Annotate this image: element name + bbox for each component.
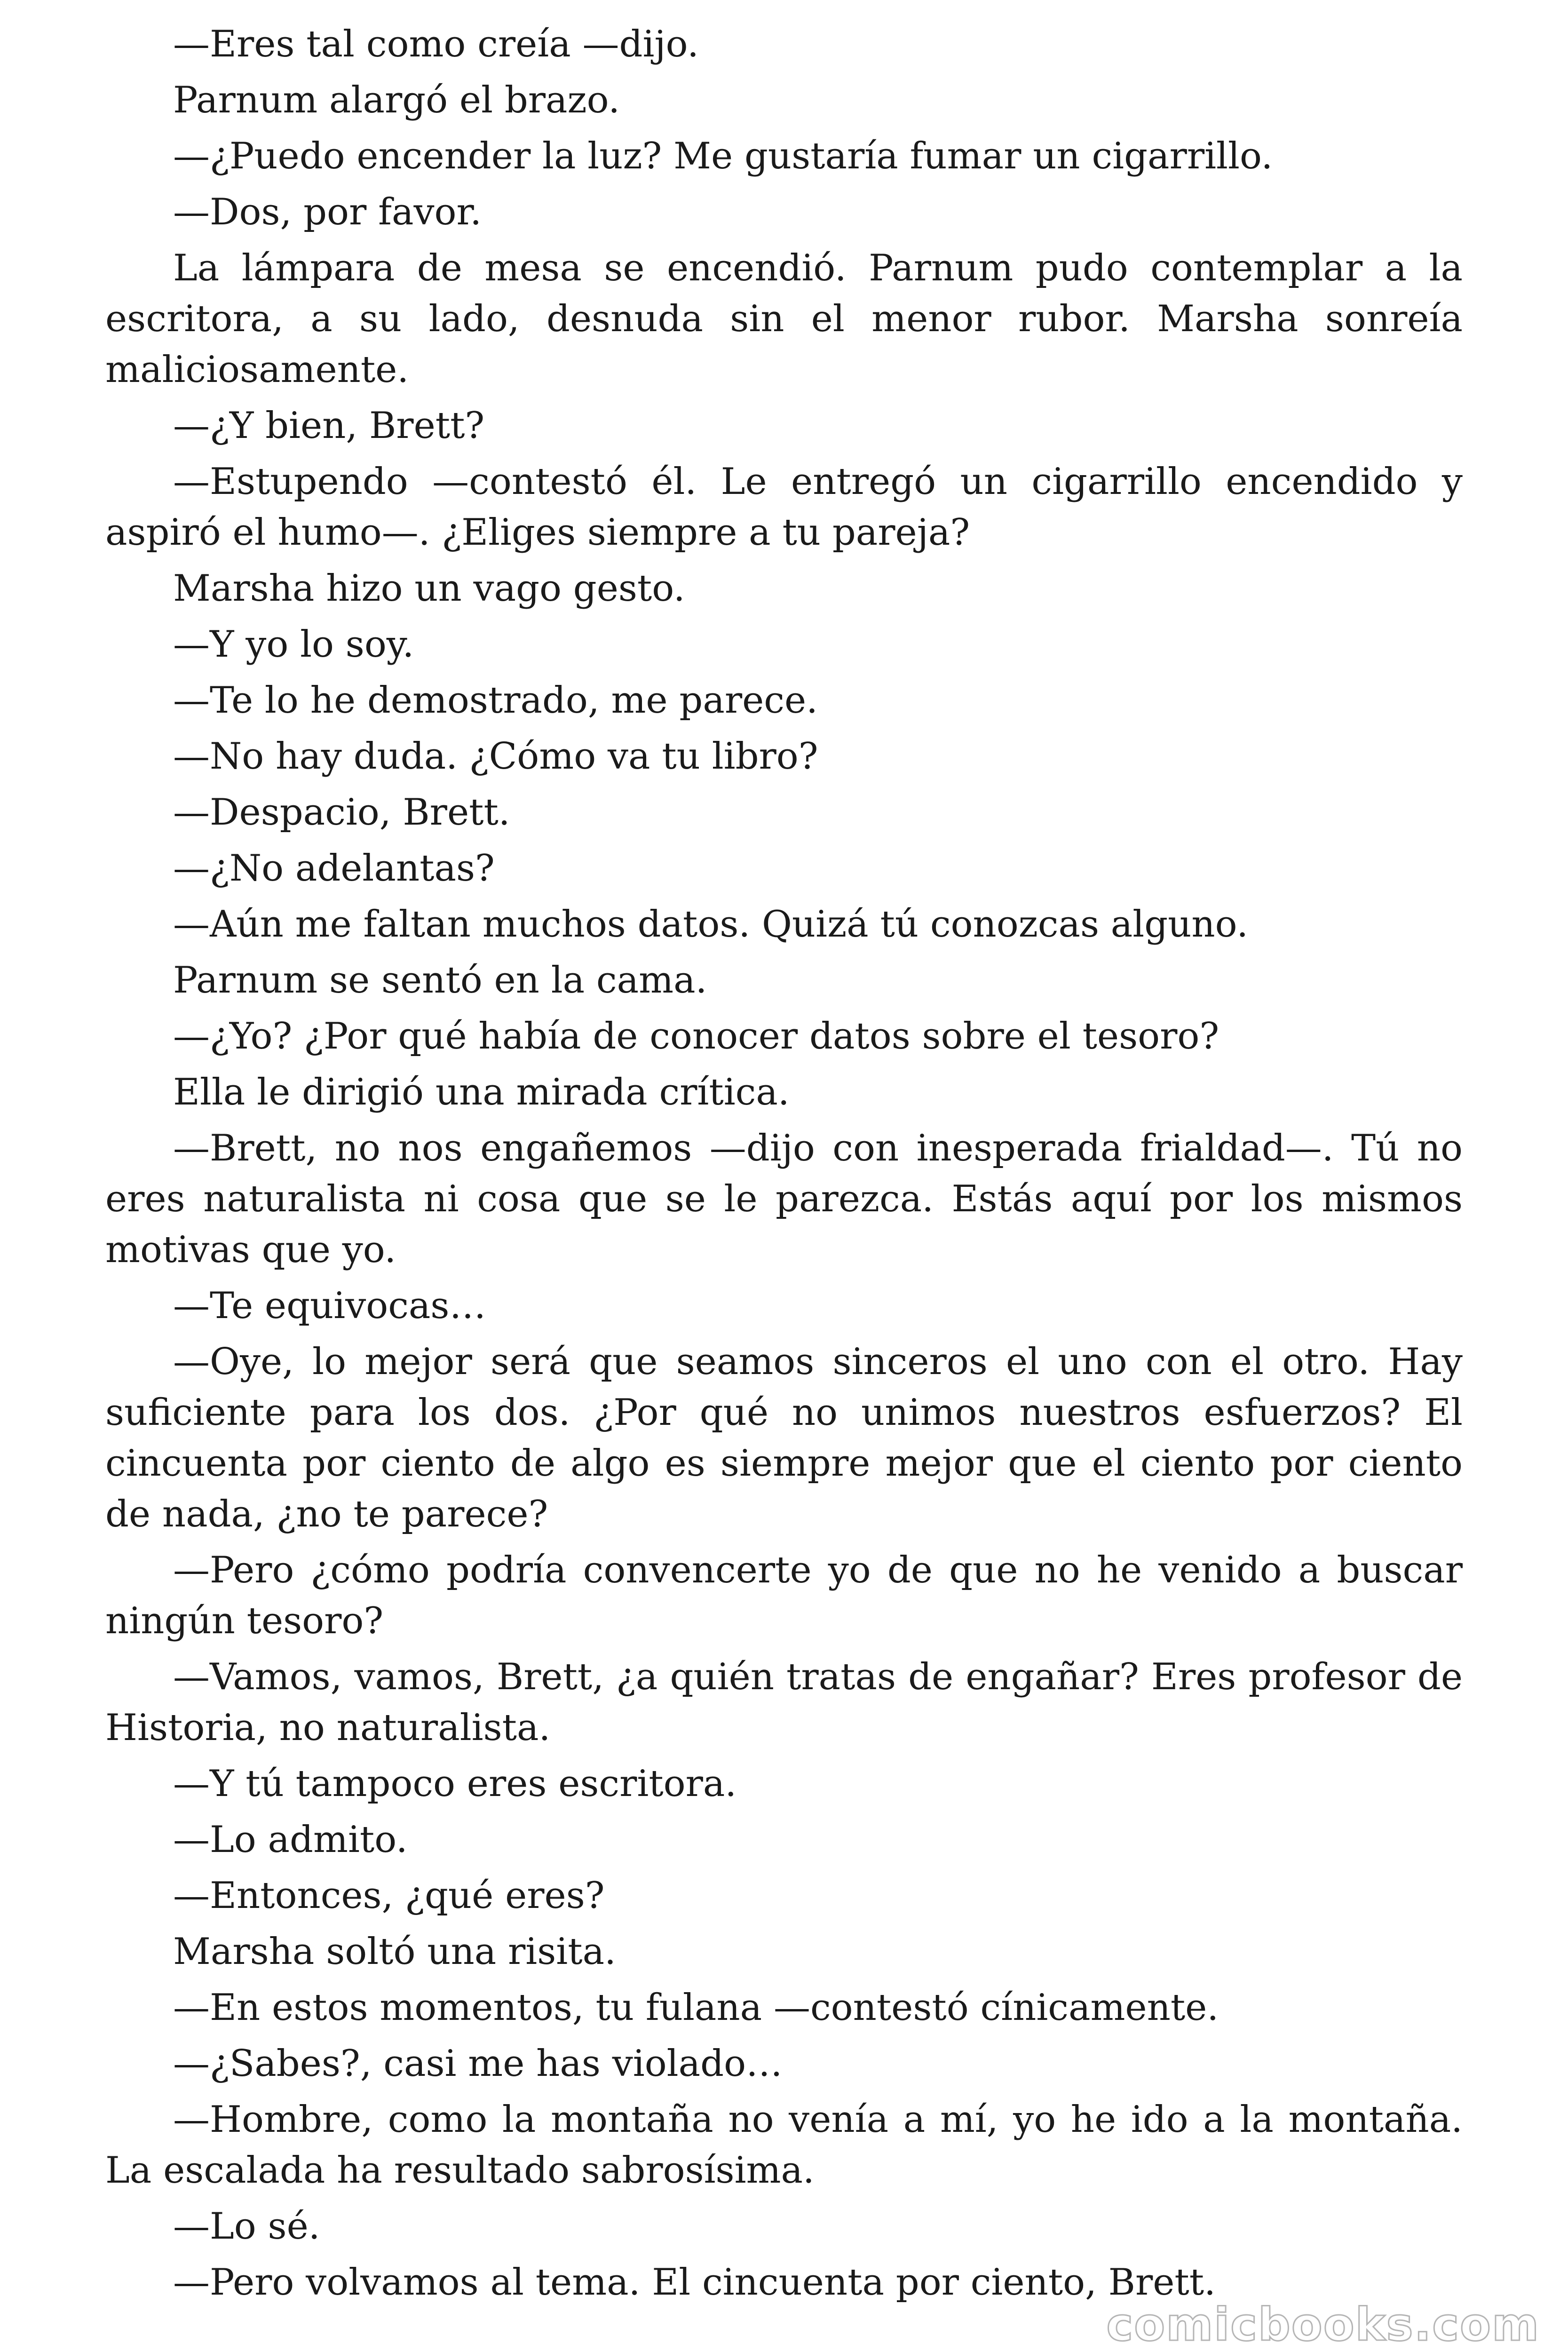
paragraph: —Lo admito.	[173, 1819, 408, 1861]
paragraph: La lámpara de mesa se encendió. Parnum pudo contemplar a la escritora, a su lado, desnuda sin el menor rubor. Marsha sonreía maliciosamente.	[105, 247, 1463, 391]
paragraph: Marsha soltó una risita.	[173, 1931, 616, 1973]
paragraph: —Lo sé.	[173, 2205, 320, 2248]
paragraph: Ella le dirigió una mirada crítica.	[173, 1071, 790, 1113]
paragraph: —En estos momentos, tu fulana —contestó cínicamente.	[173, 1986, 1219, 2029]
paragraph: —Hombre, como la montaña no venía a mí, yo he ido a la montaña. La escalada ha resultado sabrosísima.	[105, 2098, 1463, 2192]
paragraph: Marsha hizo un vago gesto.	[173, 567, 685, 610]
paragraph: —¿Sabes?, casi me has violado…	[173, 2042, 783, 2085]
paragraph: —¿No adelantas?	[173, 847, 495, 890]
paragraph: —Estupendo —contestó él. Le entregó un cigarrillo encendido y aspiró el humo—. ¿Eliges siempre a tu pareja?	[105, 461, 1463, 554]
paragraph: —Dos, por favor.	[173, 191, 482, 233]
paragraph: —Y yo lo soy.	[173, 623, 414, 666]
paragraph: —Despacio, Brett.	[173, 791, 510, 834]
paragraph: —Y tú tampoco eres escritora.	[173, 1763, 737, 1805]
paragraph: —¿Y bien, Brett?	[173, 405, 485, 447]
paragraph: —No hay duda. ¿Cómo va tu libro?	[173, 735, 818, 778]
watermark: comicbooks.com	[1106, 2298, 1540, 2351]
paragraph: —Brett, no nos engañemos —dijo con inesperada frialdad—. Tú no eres naturalista ni cosa que se le parezca. Estás aquí por los mismos motivas que yo.	[105, 1127, 1463, 1271]
book-page	[105, 19, 1463, 2313]
paragraph: —Te equivocas…	[173, 1285, 486, 1327]
paragraph: —¿Puedo encender la luz? Me gustaría fumar un cigarrillo.	[173, 135, 1273, 177]
paragraph: —Te lo he demostrado, me parece.	[173, 679, 818, 722]
paragraph: —Pero ¿cómo podría convencerte yo de que no he venido a buscar ningún tesoro?	[105, 1549, 1463, 1642]
paragraph: —Oye, lo mejor será que seamos sinceros el uno con el otro. Hay suficiente para los dos. ¿Por qué no unimos nuestros esfuerzos? El cincuenta por ciento de algo es siempre mejor que el ciento por ciento de nada, ¿no te parece?	[105, 1341, 1463, 1535]
paragraph: Parnum se sentó en la cama.	[173, 959, 707, 1001]
paragraph: —Vamos, vamos, Brett, ¿a quién tratas de engañar? Eres profesor de Historia, no naturalista.	[105, 1656, 1463, 1749]
paragraph: —Entonces, ¿qué eres?	[173, 1875, 605, 1917]
paragraph: —Pero volvamos al tema. El cincuenta por ciento, Brett.	[173, 2261, 1216, 2304]
paragraph: —Eres tal como creía —dijo.	[173, 23, 699, 65]
paragraph: —¿Yo? ¿Por qué había de conocer datos sobre el tesoro?	[173, 1015, 1220, 1057]
paragraph: Parnum alargó el brazo.	[173, 79, 620, 121]
paragraph: —Aún me faltan muchos datos. Quizá tú conozcas alguno.	[173, 903, 1249, 946]
